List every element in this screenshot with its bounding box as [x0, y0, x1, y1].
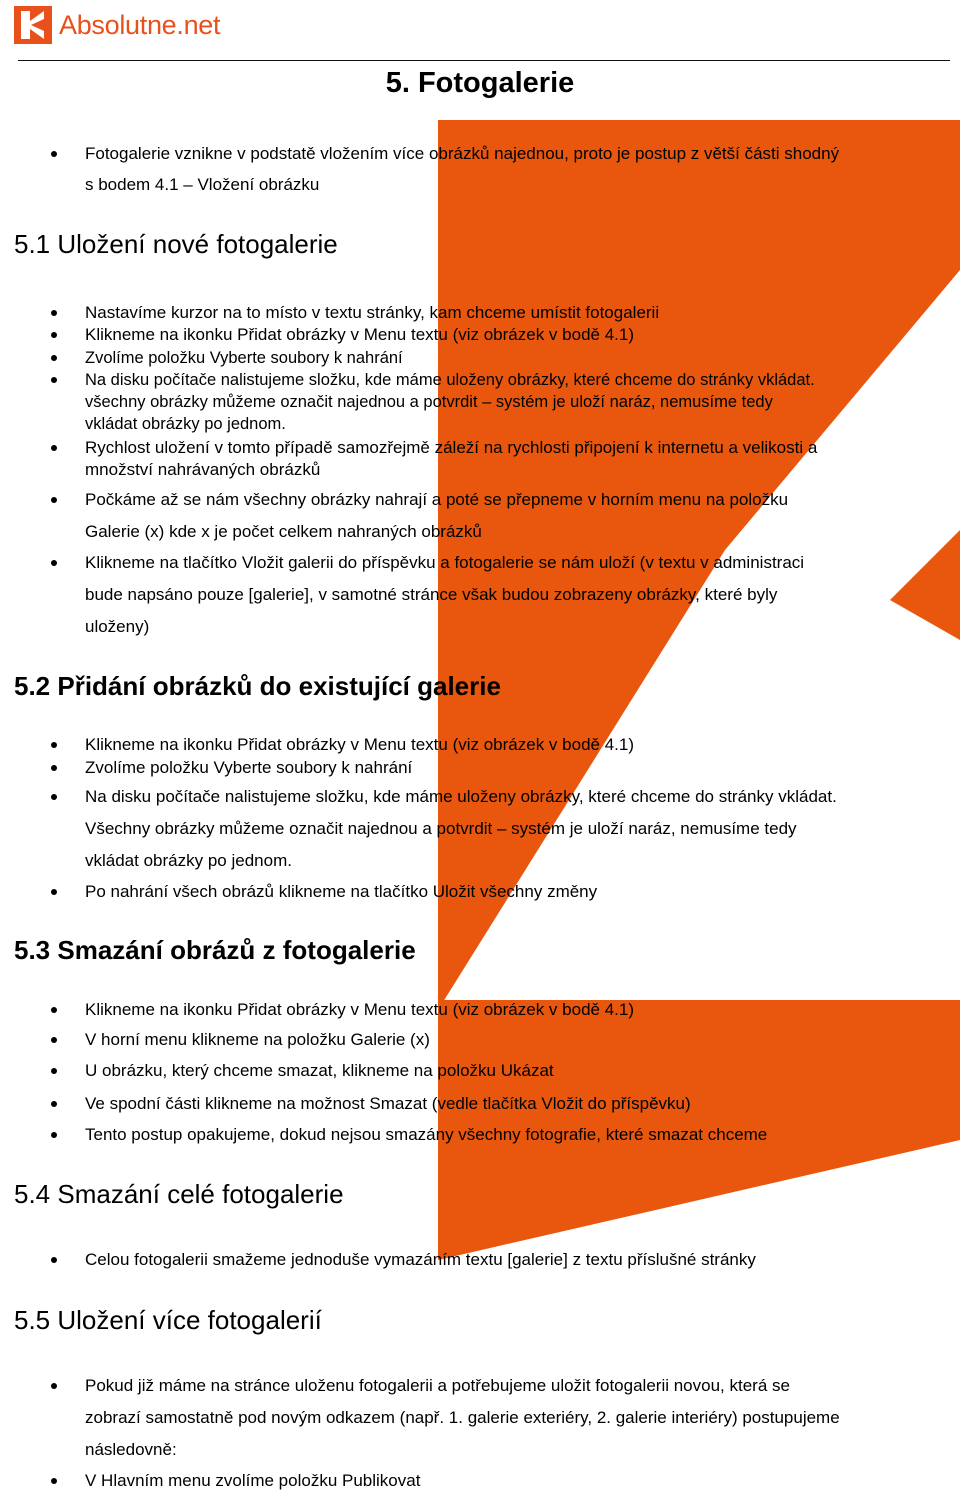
bullet-icon [51, 151, 57, 157]
list-item: Ve spodní části klikneme na možnost Smazat (vedle tlačítka Vložit do příspěvku) [85, 1093, 691, 1115]
section-heading: 5.2 Přidání obrázků do existující galerie [14, 671, 501, 701]
section-heading: 5.1 Uložení nové fotogalerie [14, 229, 338, 259]
bullet-icon [51, 1101, 57, 1107]
list-item: U obrázku, který chceme smazat, klikneme na položku Ukázat [85, 1060, 554, 1082]
section-heading: 5.5 Uložení více fotogalerií [14, 1305, 322, 1335]
header-divider [18, 60, 950, 61]
list-item: Klikneme na ikonku Přidat obrázky v Menu textu (viz obrázek v bodě 4.1) [85, 999, 634, 1021]
list-item: Nastavíme kurzor na to místo v textu stránky, kam chceme umístit fotogalerii [85, 302, 659, 324]
bullet-icon [51, 1007, 57, 1013]
bullet-icon [51, 377, 57, 383]
list-item: V horní menu klikneme na položku Galerie (x) [85, 1029, 430, 1051]
bullet-icon [51, 1132, 57, 1138]
bullet-icon [51, 1383, 57, 1389]
list-item: Zvolíme položku Vyberte soubory k nahrání [85, 757, 412, 779]
section-heading: 5.3 Smazání obrázů z fotogalerie [14, 935, 416, 965]
list-item: Rychlost uložení v tomto případě samozřejmě záleží na rychlosti připojení k internetu a velikosti a množství nahrávaných obrázků [85, 437, 817, 481]
logo-text: Absolutne.net [59, 9, 221, 40]
site-logo[interactable] [14, 5, 220, 45]
section-heading: 5.4 Smazání celé fotogalerie [14, 1179, 344, 1209]
list-item: Po nahrání všech obrázů klikneme na tlačítko Uložit všechny změny [85, 881, 597, 903]
bullet-icon [51, 889, 57, 895]
list-item: Klikneme na ikonku Přidat obrázky v Menu textu (viz obrázek v bodě 4.1) [85, 324, 634, 346]
list-item: Zvolíme položku Vyberte soubory k nahrání [85, 347, 403, 369]
bullet-icon [51, 742, 57, 748]
bullet-icon [51, 355, 57, 361]
bullet-icon [51, 497, 57, 503]
bullet-icon [51, 794, 57, 800]
list-item: V Hlavním menu zvolíme položku Publikovat [85, 1470, 420, 1492]
list-item: Tento postup opakujeme, dokud nejsou smazány všechny fotografie, které smazat chceme [85, 1124, 767, 1146]
bullet-icon [51, 765, 57, 771]
intro-item: Fotogalerie vznikne v podstatě vložením více obrázků najednou, proto je postup z větší části shodný s bodem 4.1 – Vložení obrázku [85, 143, 839, 196]
list-item: Na disku počítače nalistujeme složku, kde máme uloženy obrázky, které chceme do stránky vkládat. Všechny obrázky můžeme označit najednou a potvrdit – systém je uloží naráz, nemusíme tedy vkládat obrázky po jednom. [85, 781, 837, 877]
bullet-icon [51, 1068, 57, 1074]
list-item: Počkáme až se nám všechny obrázky nahrají a poté se přepneme v horním menu na položku Galerie (x) kde x je počet celkem nahraných obrázků [85, 484, 788, 548]
bullet-icon [51, 310, 57, 316]
page-title: 5. Fotogalerie [385, 67, 575, 99]
bullet-icon [51, 332, 57, 338]
list-item: Pokud již máme na stránce uloženu fotogalerii a potřebujeme uložit fotogalerii novou, která se zobrazí samostatně pod novým odkazem (např. 1. galerie exteriéry, 2. galerie interiéry) postupujeme následovně: [85, 1370, 840, 1466]
bullet-icon [51, 1037, 57, 1043]
bullet-icon [51, 560, 57, 566]
bullet-icon [51, 445, 57, 451]
bullet-icon [51, 1257, 57, 1263]
list-item: Klikneme na ikonku Přidat obrázky v Menu textu (viz obrázek v bodě 4.1) [85, 734, 634, 756]
absolutne-logo-icon [14, 6, 52, 44]
list-item: Celou fotogalerii smažeme jednoduše vymazáním textu [galerie] z textu příslušné stránky [85, 1249, 756, 1271]
list-item: Na disku počítače nalistujeme složku, kde máme uloženy obrázky, které chceme do stránky vkládat. všechny obrázky můžeme označit najednou a potvrdit – systém je uloží naráz, nemusíme tedy vkládat obrázky po jednom. [85, 369, 815, 435]
bullet-icon [51, 1478, 57, 1484]
list-item: Klikneme na tlačítko Vložit galerii do příspěvku a fotogalerie se nám uloží (v textu v administraci bude napsáno pouze [galerie], v samotné stránce však budou zobrazeny obrázky, které byly uloženy) [85, 547, 804, 643]
